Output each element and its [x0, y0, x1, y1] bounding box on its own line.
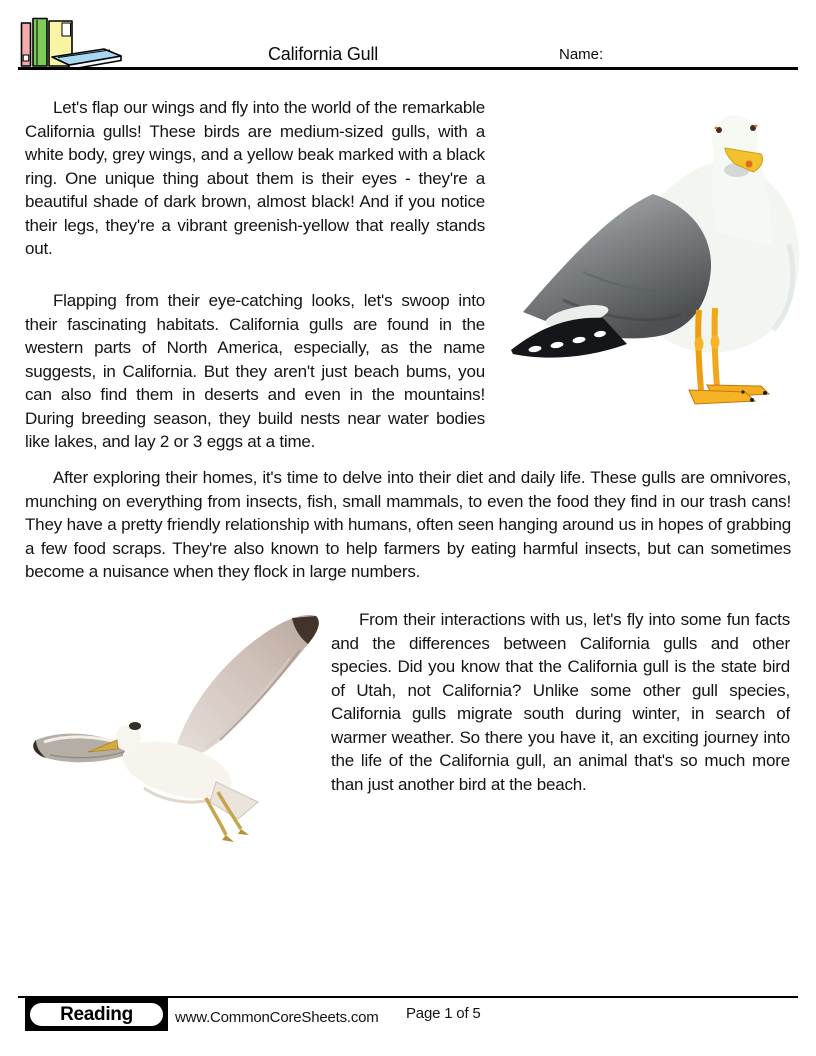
books-icon-graphic	[18, 12, 128, 70]
category-badge-label: Reading	[28, 1001, 165, 1028]
paragraph-diet: After exploring their homes, it's time to delve into their diet and daily life. These gulls are omnivores, munching on everything from insects, fish, small mammals, to even the food they find in our trash cans! They have a pretty friendly relationship with humans, often seen hanging around us in hopes of grabbing a few food scraps. They're also known to help farmers by eating harmful insects, but can sometimes become a nuisance when they flock in large numbers.	[25, 468, 791, 581]
page-title: California Gull	[268, 44, 379, 64]
flying-gull-image	[24, 606, 330, 852]
paragraph-habitat: Flapping from their eye-catching looks, let's swoop into their fascinating habitats. California gulls are found in the western parts of North America, especially, as the name suggests, in California. But they aren't just beach bums, you can also find them in deserts and even in the mountains! During breeding season, they build nests near water bodies like lakes, and lay 2 or 3 eggs at a time.	[25, 291, 485, 451]
paragraph-facts: From their interactions with us, let's fly into some fun facts and the differences between California gulls and other species. Did you know that the California gull is the state bird of Utah, not California? Unlike some other gull species, California gulls migrate south during winter, in search of warmer weather. So there you have it, an exciting journey into the life of the California gull, an animal that's so much more than just another bird at the beach.	[331, 610, 790, 794]
name-label: Name:	[559, 46, 604, 63]
website-link: www.CommonCoreSheets.com	[175, 1009, 379, 1026]
books-icon	[18, 12, 128, 70]
paragraph-intro: Let's flap our wings and fly into the world of the remarkable California gulls! These birds are medium-sized gulls, with a white body, grey wings, and a yellow beak marked with a black ring. One unique thing about them is their eyes - they're a beautiful shade of dark brown, almost black! And if you notice their legs, they're a vibrant greenish-yellow that really stands out.	[25, 98, 485, 258]
category-badge	[25, 998, 168, 1031]
page-number: Page 1 of 5	[406, 1005, 481, 1022]
header-divider	[18, 67, 798, 70]
standing-gull-image	[503, 104, 805, 410]
